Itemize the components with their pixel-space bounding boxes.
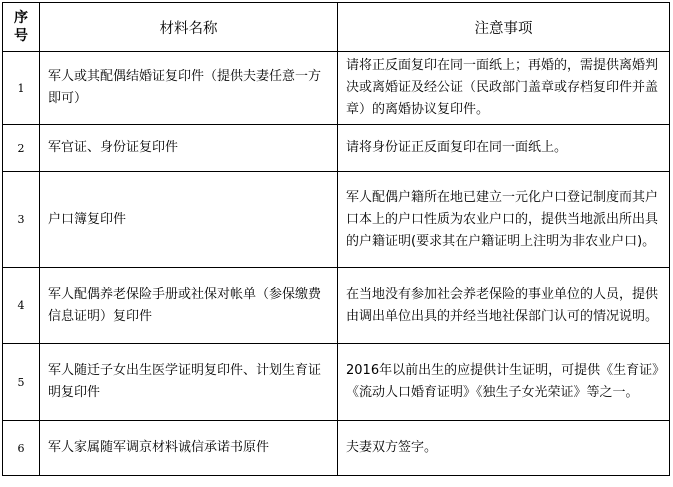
row-material: 军人或其配偶结婚证复印件（提供夫妻任意一方即可） bbox=[40, 52, 338, 125]
row-note: 军人配偶户籍所在地已建立一元化户口登记制度而其户口本上的户口性质为农业户口的，提供当地派出所出具的户籍证明(要求其在户籍证明上注明为非农业户口)。 bbox=[338, 172, 670, 268]
table-row bbox=[3, 344, 670, 421]
table-row bbox=[3, 172, 670, 268]
table-row bbox=[3, 125, 670, 172]
table-row bbox=[3, 268, 670, 344]
row-seq: 1 bbox=[3, 52, 40, 125]
row-note: 请将身份证正反面复印在同一面纸上。 bbox=[338, 125, 670, 172]
row-note: 夫妻双方签字。 bbox=[338, 421, 670, 476]
row-seq: 5 bbox=[3, 344, 40, 421]
row-seq: 6 bbox=[3, 421, 40, 476]
header-seq-line2: 号 bbox=[14, 28, 28, 44]
materials-table bbox=[2, 2, 670, 476]
row-material: 军人随迁子女出生医学证明复印件、计划生育证明复印件 bbox=[40, 344, 338, 421]
row-seq: 2 bbox=[3, 125, 40, 172]
row-seq: 4 bbox=[3, 268, 40, 344]
row-material: 军人家属随军调京材料诚信承诺书原件 bbox=[40, 421, 338, 476]
table-row bbox=[3, 52, 670, 125]
table-row bbox=[3, 421, 670, 476]
header-seq bbox=[3, 3, 40, 52]
row-note: 请将正反面复印在同一面纸上；再婚的，需提供离婚判决或离婚证及经公证（民政部门盖章或存档复印件并盖章）的离婚协议复印件。 bbox=[338, 52, 670, 125]
table-header-row bbox=[3, 3, 670, 52]
row-material: 军人配偶养老保险手册或社保对帐单（参保缴费信息证明）复印件 bbox=[40, 268, 338, 344]
row-material: 军官证、身份证复印件 bbox=[40, 125, 338, 172]
header-notes: 注意事项 bbox=[338, 3, 670, 52]
header-material: 材料名称 bbox=[40, 3, 338, 52]
row-note: 在当地没有参加社会养老保险的事业单位的人员，提供由调出单位出具的并经当地社保部门认可的情况说明。 bbox=[338, 268, 670, 344]
row-note: 2016年以前出生的应提供计生证明，可提供《生育证》《流动人口婚育证明》《独生子女光荣证》等之一。 bbox=[338, 344, 670, 421]
header-seq-line1: 序 bbox=[14, 10, 28, 26]
row-material: 户口簿复印件 bbox=[40, 172, 338, 268]
row-seq: 3 bbox=[3, 172, 40, 268]
